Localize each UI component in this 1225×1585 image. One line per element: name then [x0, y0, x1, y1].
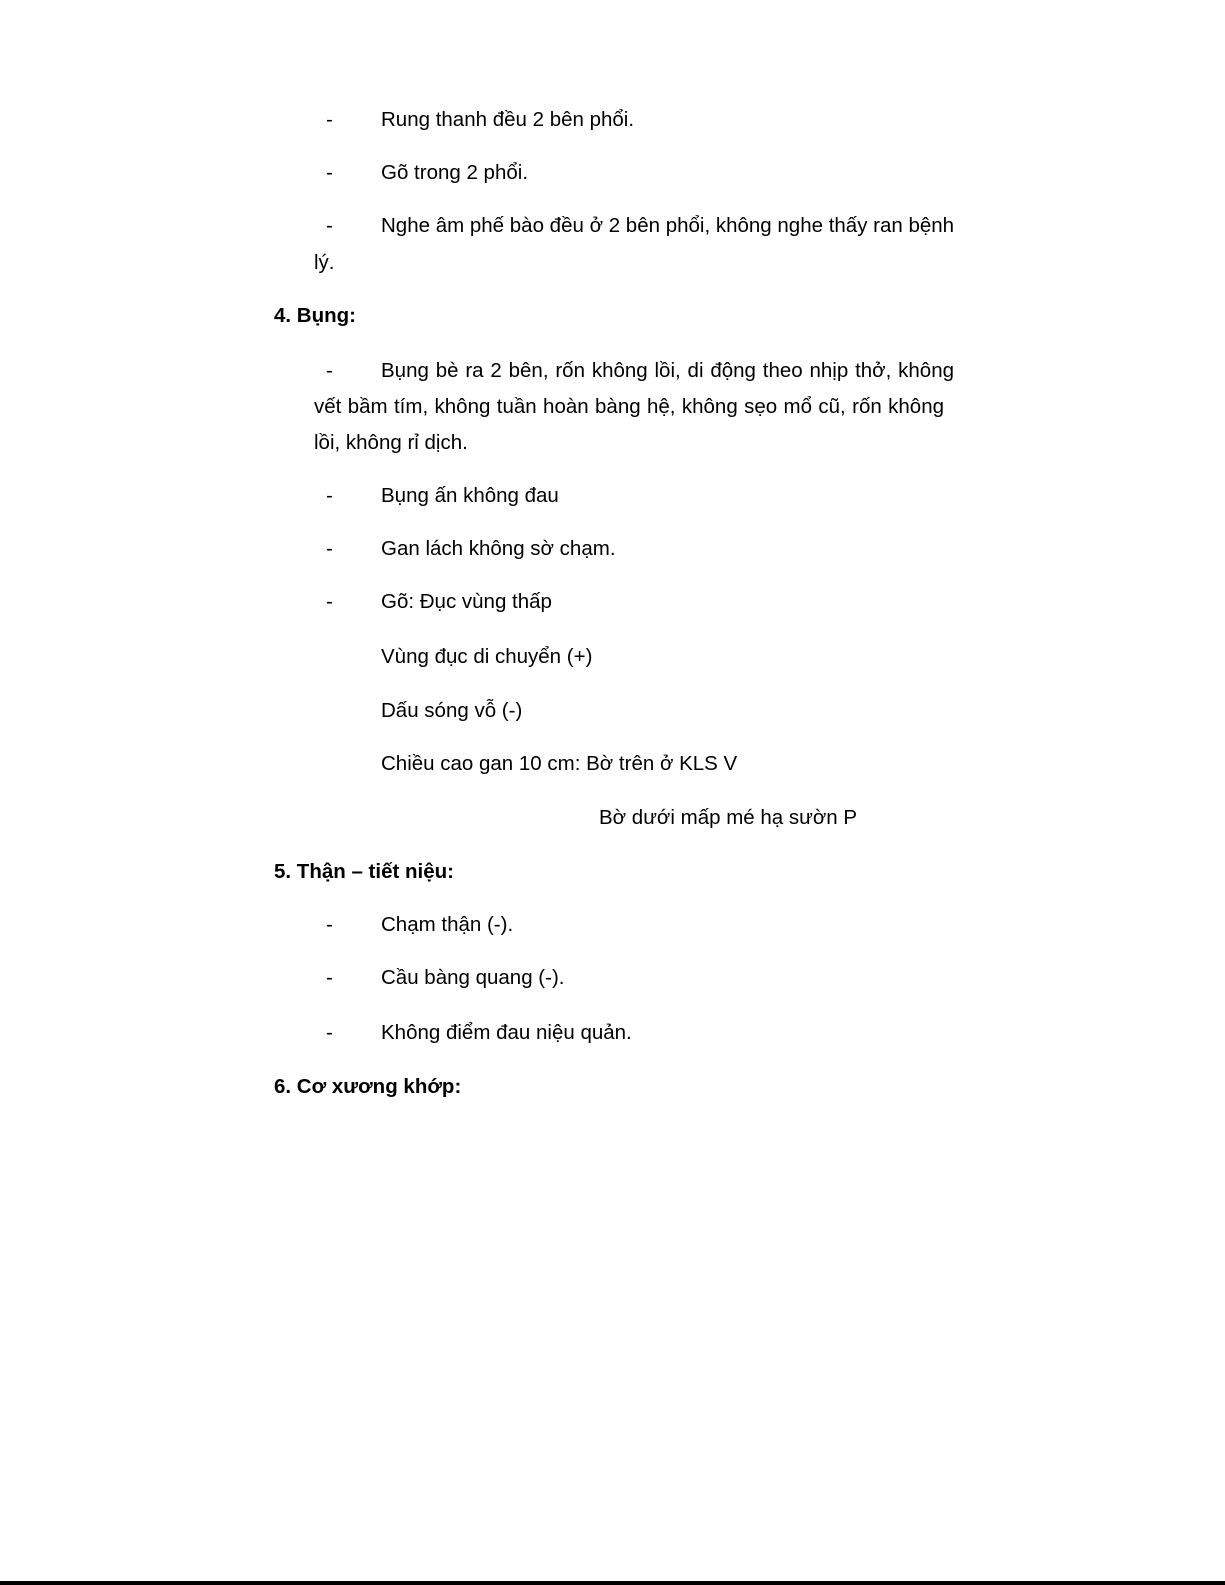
bullet-dash: - — [326, 108, 333, 131]
bullet-dash: - — [326, 214, 333, 237]
list-item: Gõ trong 2 phổi. — [381, 161, 529, 184]
section-heading-abdomen: 4. Bụng: — [274, 304, 356, 327]
bullet-dash: - — [326, 966, 333, 989]
list-item: Không điểm đau niệu quản. — [381, 1021, 632, 1044]
bullet-dash: - — [326, 484, 333, 507]
bullet-dash: - — [326, 913, 333, 936]
bullet-dash: - — [326, 1021, 333, 1044]
sub-item: Vùng đục di chuyển (+) — [381, 645, 593, 668]
bullet-dash: - — [326, 590, 333, 613]
sub-item: Bờ dưới mấp mé hạ sườn P — [599, 806, 858, 829]
list-item: Gan lách không sờ chạm. — [381, 537, 616, 560]
list-item: Gõ: Đục vùng thấp — [381, 590, 552, 613]
list-item: Cầu bàng quang (-). — [381, 966, 565, 989]
section-heading-kidney: 5. Thận – tiết niệu: — [274, 860, 454, 883]
sub-item: Dấu sóng vỗ (-) — [381, 699, 523, 722]
list-item-continuation: lý. — [314, 251, 335, 274]
sub-item: Chiều cao gan 10 cm: Bờ trên ở KLS V — [381, 752, 738, 775]
section-heading-musculoskeletal: 6. Cơ xương khớp: — [274, 1075, 462, 1098]
list-item: Bụng bè ra 2 bên, rốn không lồi, di động theo nhịp thở, không — [381, 359, 954, 382]
list-item: Chạm thận (-). — [381, 913, 514, 936]
list-item: Nghe âm phế bào đều ở 2 bên phổi, không nghe thấy ran bệnh — [381, 214, 955, 237]
list-item-continuation: lồi, không rỉ dịch. — [314, 431, 468, 454]
bullet-dash: - — [326, 537, 333, 560]
list-item-continuation: vết bầm tím, không tuần hoàn bàng hệ, không sẹo mổ cũ, rốn không — [314, 395, 944, 418]
page-bottom-border — [0, 1581, 1225, 1585]
bullet-dash: - — [326, 359, 333, 382]
bullet-dash: - — [326, 161, 333, 184]
list-item: Rung thanh đều 2 bên phổi. — [381, 108, 635, 131]
list-item: Bụng ấn không đau — [381, 484, 559, 507]
